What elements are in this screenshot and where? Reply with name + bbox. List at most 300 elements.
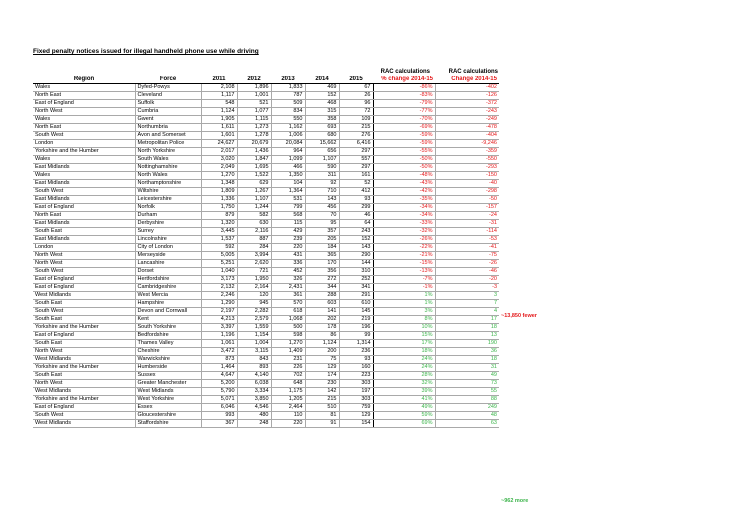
cell-2015: 64 xyxy=(339,220,373,228)
table-row xyxy=(33,84,499,92)
cell-2015: 93 xyxy=(339,196,373,204)
cell-2013: 220 xyxy=(271,420,305,428)
cell-2011: 1,464 xyxy=(201,364,237,372)
cell-change: 18 xyxy=(435,324,499,332)
cell-2012: 1,278 xyxy=(237,132,271,140)
cell-2012: 2,579 xyxy=(237,316,271,324)
cell-region: London xyxy=(33,140,135,148)
cell-change: -359 xyxy=(435,148,499,156)
cell-2014: 202 xyxy=(305,316,339,324)
cell-region: West Midlands xyxy=(33,388,135,396)
cell-change: -75 xyxy=(435,252,499,260)
cell-change: -126 xyxy=(435,92,499,100)
cell-force: Hampshire xyxy=(135,300,201,308)
cell-2013: 1,364 xyxy=(271,188,305,196)
cell-2013: 1,409 xyxy=(271,348,305,356)
table-row xyxy=(33,116,499,124)
cell-2013: 531 xyxy=(271,196,305,204)
cell-change: 36 xyxy=(435,348,499,356)
cell-2015: 310 xyxy=(339,268,373,276)
cell-region: West Midlands xyxy=(33,420,135,428)
cell-region: East of England xyxy=(33,276,135,284)
cell-force: Hertfordshire xyxy=(135,276,201,284)
cell-2013: 326 xyxy=(271,276,305,284)
cell-2011: 24,627 xyxy=(201,140,237,148)
cell-change: 17 xyxy=(435,316,499,324)
cell-2014: 142 xyxy=(305,388,339,396)
cell-2013: 361 xyxy=(271,292,305,300)
cell-2012: 945 xyxy=(237,300,271,308)
cell-region: Wales xyxy=(33,156,135,164)
cell-2013: 509 xyxy=(271,100,305,108)
cell-2011: 1,336 xyxy=(201,196,237,204)
table-row xyxy=(33,156,499,164)
table-row xyxy=(33,308,499,316)
cell-2014: 510 xyxy=(305,404,339,412)
table-row xyxy=(33,100,499,108)
table-row xyxy=(33,388,499,396)
cell-2011: 1,905 xyxy=(201,116,237,124)
col-header-change: Change 2014-15 xyxy=(435,76,499,84)
cell-region: Wales xyxy=(33,84,135,92)
cell-force: North Wales xyxy=(135,172,201,180)
table-row xyxy=(33,92,499,100)
cell-2011: 548 xyxy=(201,100,237,108)
cell-region: East of England xyxy=(33,404,135,412)
cell-2011: 2,132 xyxy=(201,284,237,292)
cell-2013: 702 xyxy=(271,372,305,380)
cell-force: West Yorkshire xyxy=(135,396,201,404)
cell-change: -293 xyxy=(435,164,499,172)
cell-change: -402 xyxy=(435,84,499,92)
cell-pct-change: -15% xyxy=(373,260,435,268)
cell-2011: 4,213 xyxy=(201,316,237,324)
col-header-2012: 2012 xyxy=(237,76,271,84)
cell-region: North East xyxy=(33,92,135,100)
cell-change: 73 xyxy=(435,380,499,388)
cell-2012: 630 xyxy=(237,220,271,228)
table-row xyxy=(33,164,499,172)
cell-2011: 2,049 xyxy=(201,164,237,172)
cell-change: -550 xyxy=(435,156,499,164)
table-row xyxy=(33,356,499,364)
table-row xyxy=(33,412,499,420)
cell-2013: 336 xyxy=(271,260,305,268)
cell-2014: 174 xyxy=(305,372,339,380)
cell-2012: 1,273 xyxy=(237,124,271,132)
cell-region: South West xyxy=(33,412,135,420)
cell-2011: 5,790 xyxy=(201,388,237,396)
cell-2015: 557 xyxy=(339,156,373,164)
cell-force: South Wales xyxy=(135,156,201,164)
cell-region: Wales xyxy=(33,116,135,124)
cell-pct-change: 49% xyxy=(373,404,435,412)
cell-2012: 284 xyxy=(237,244,271,252)
cell-force: Merseyside xyxy=(135,252,201,260)
cell-2012: 893 xyxy=(237,364,271,372)
table-row xyxy=(33,148,499,156)
table-row xyxy=(33,108,499,116)
cell-2013: 115 xyxy=(271,220,305,228)
cell-2012: 4,546 xyxy=(237,404,271,412)
cell-2014: 365 xyxy=(305,252,339,260)
cell-change: 48 xyxy=(435,412,499,420)
cell-2012: 1,522 xyxy=(237,172,271,180)
cell-force: Norfolk xyxy=(135,204,201,212)
table-row xyxy=(33,300,499,308)
cell-pct-change: -50% xyxy=(373,164,435,172)
cell-2013: 568 xyxy=(271,212,305,220)
cell-region: Wales xyxy=(33,172,135,180)
cell-pct-change: -77% xyxy=(373,108,435,116)
cell-2013: 20,084 xyxy=(271,140,305,148)
cell-2014: 184 xyxy=(305,244,339,252)
cell-force: North Yorkshire xyxy=(135,148,201,156)
penalty-notices-table xyxy=(33,76,499,428)
cell-force: City of London xyxy=(135,244,201,252)
cell-pct-change: -43% xyxy=(373,180,435,188)
cell-2014: 70 xyxy=(305,212,339,220)
cell-region: South East xyxy=(33,228,135,236)
cell-2011: 1,040 xyxy=(201,268,237,276)
cell-2015: 290 xyxy=(339,252,373,260)
cell-change: 249 xyxy=(435,404,499,412)
cell-change: -478 xyxy=(435,124,499,132)
cell-region: North West xyxy=(33,380,135,388)
cell-pct-change: -48% xyxy=(373,172,435,180)
cell-2013: 2,464 xyxy=(271,404,305,412)
cell-pct-change: -21% xyxy=(373,252,435,260)
cell-2015: 219 xyxy=(339,316,373,324)
cell-change: -298 xyxy=(435,188,499,196)
cell-2012: 843 xyxy=(237,356,271,364)
cell-2012: 1,896 xyxy=(237,84,271,92)
cell-2011: 5,005 xyxy=(201,252,237,260)
cell-force: Nottinghamshire xyxy=(135,164,201,172)
cell-change: 3 xyxy=(435,292,499,300)
cell-2013: 1,162 xyxy=(271,124,305,132)
cell-2014: 288 xyxy=(305,292,339,300)
cell-2014: 141 xyxy=(305,308,339,316)
cell-2015: 152 xyxy=(339,236,373,244)
cell-pct-change: 10% xyxy=(373,324,435,332)
cell-2011: 1,117 xyxy=(201,92,237,100)
cell-2011: 3,445 xyxy=(201,228,237,236)
cell-2012: 120 xyxy=(237,292,271,300)
cell-change: 13 xyxy=(435,332,499,340)
cell-2013: 834 xyxy=(271,108,305,116)
cell-2011: 1,196 xyxy=(201,332,237,340)
cell-change: 7 xyxy=(435,300,499,308)
table-row xyxy=(33,228,499,236)
cell-pct-change: 24% xyxy=(373,356,435,364)
table-row xyxy=(33,292,499,300)
cell-pct-change: 28% xyxy=(373,372,435,380)
cell-region: South West xyxy=(33,132,135,140)
cell-2013: 1,350 xyxy=(271,172,305,180)
cell-2015: 160 xyxy=(339,364,373,372)
cell-2011: 3,173 xyxy=(201,276,237,284)
cell-2015: 223 xyxy=(339,372,373,380)
table-row xyxy=(33,172,499,180)
table-row xyxy=(33,276,499,284)
cell-pct-change: -42% xyxy=(373,188,435,196)
cell-2012: 1,154 xyxy=(237,332,271,340)
cell-change: 55 xyxy=(435,388,499,396)
cell-2012: 521 xyxy=(237,100,271,108)
cell-2014: 272 xyxy=(305,276,339,284)
cell-2014: 92 xyxy=(305,180,339,188)
cell-2012: 1,077 xyxy=(237,108,271,116)
cell-2014: 656 xyxy=(305,148,339,156)
cell-change: 31 xyxy=(435,364,499,372)
cell-2012: 20,679 xyxy=(237,140,271,148)
cell-2013: 1,205 xyxy=(271,396,305,404)
table-row xyxy=(33,268,499,276)
cell-pct-change: 39% xyxy=(373,388,435,396)
cell-2014: 710 xyxy=(305,188,339,196)
table-row xyxy=(33,380,499,388)
table-row xyxy=(33,404,499,412)
cell-2015: 26 xyxy=(339,92,373,100)
cell-pct-change: -34% xyxy=(373,204,435,212)
cell-region: South East xyxy=(33,316,135,324)
page-title: Fixed penalty notices issued for illegal handheld phone use while driving xyxy=(33,48,259,55)
cell-pct-change: 24% xyxy=(373,364,435,372)
cell-force: Surrey xyxy=(135,228,201,236)
cell-2014: 152 xyxy=(305,92,339,100)
cell-2015: 276 xyxy=(339,132,373,140)
cell-2012: 1,115 xyxy=(237,116,271,124)
cell-2013: 598 xyxy=(271,332,305,340)
cell-2012: 480 xyxy=(237,412,271,420)
cell-pct-change: 41% xyxy=(373,396,435,404)
cell-2014: 693 xyxy=(305,124,339,132)
table-row xyxy=(33,252,499,260)
cell-force: West Midlands xyxy=(135,388,201,396)
cell-2011: 1,061 xyxy=(201,340,237,348)
cell-2011: 5,071 xyxy=(201,396,237,404)
cell-2011: 1,611 xyxy=(201,124,237,132)
cell-2012: 1,559 xyxy=(237,324,271,332)
cell-2014: 603 xyxy=(305,300,339,308)
table-row xyxy=(33,196,499,204)
cell-2014: 75 xyxy=(305,356,339,364)
cell-pct-change: 3% xyxy=(373,308,435,316)
cell-2013: 618 xyxy=(271,308,305,316)
cell-2011: 1,290 xyxy=(201,300,237,308)
cell-2015: 93 xyxy=(339,356,373,364)
cell-2012: 3,115 xyxy=(237,348,271,356)
cell-2011: 1,270 xyxy=(201,172,237,180)
cell-change: 4 xyxy=(435,308,499,316)
cell-2012: 1,004 xyxy=(237,340,271,348)
col-header-pct-change: % change 2014-15 xyxy=(373,76,435,84)
cell-2014: 590 xyxy=(305,164,339,172)
cell-pct-change: -59% xyxy=(373,132,435,140)
col-header-force: Force xyxy=(135,76,201,84)
cell-2013: 466 xyxy=(271,164,305,172)
table-row xyxy=(33,316,499,324)
cell-2012: 887 xyxy=(237,236,271,244)
cell-change: -41 xyxy=(435,244,499,252)
cell-force: South Yorkshire xyxy=(135,324,201,332)
cell-2015: 297 xyxy=(339,164,373,172)
cell-2012: 1,695 xyxy=(237,164,271,172)
cell-pct-change: 1% xyxy=(373,300,435,308)
cell-region: East of England xyxy=(33,204,135,212)
cell-2013: 220 xyxy=(271,244,305,252)
header-row xyxy=(33,76,499,84)
cell-2012: 4,140 xyxy=(237,372,271,380)
cell-2015: 297 xyxy=(339,148,373,156)
cell-pct-change: 59% xyxy=(373,412,435,420)
cell-2015: 109 xyxy=(339,116,373,124)
cell-pct-change: -83% xyxy=(373,92,435,100)
cell-2014: 357 xyxy=(305,228,339,236)
cell-2015: 1,314 xyxy=(339,340,373,348)
fewer-annotation: ~13,850 fewer xyxy=(501,313,537,319)
cell-region: Yorkshire and the Humber xyxy=(33,148,135,156)
cell-2011: 1,320 xyxy=(201,220,237,228)
cell-2013: 1,006 xyxy=(271,132,305,140)
cell-force: Durham xyxy=(135,212,201,220)
cell-2011: 1,348 xyxy=(201,180,237,188)
cell-2014: 344 xyxy=(305,284,339,292)
cell-change: -243 xyxy=(435,108,499,116)
cell-2011: 879 xyxy=(201,212,237,220)
cell-pct-change: 1% xyxy=(373,292,435,300)
cell-change: -46 xyxy=(435,268,499,276)
cell-2012: 721 xyxy=(237,268,271,276)
cell-2014: 86 xyxy=(305,332,339,340)
cell-force: Northumbria xyxy=(135,124,201,132)
col-header-2011: 2011 xyxy=(201,76,237,84)
cell-2015: 291 xyxy=(339,292,373,300)
cell-2011: 2,017 xyxy=(201,148,237,156)
cell-pct-change: -33% xyxy=(373,220,435,228)
cell-2015: 196 xyxy=(339,324,373,332)
cell-2014: 315 xyxy=(305,108,339,116)
cell-region: Yorkshire and the Humber xyxy=(33,324,135,332)
cell-pct-change: -70% xyxy=(373,116,435,124)
cell-2013: 104 xyxy=(271,180,305,188)
cell-change: 88 xyxy=(435,396,499,404)
cell-force: Sussex xyxy=(135,372,201,380)
cell-pct-change: -22% xyxy=(373,244,435,252)
cell-region: Yorkshire and the Humber xyxy=(33,364,135,372)
cell-force: Gwent xyxy=(135,116,201,124)
cell-2015: 52 xyxy=(339,180,373,188)
cell-2015: 129 xyxy=(339,412,373,420)
cell-2012: 1,107 xyxy=(237,196,271,204)
cell-pct-change: -35% xyxy=(373,196,435,204)
cell-2013: 1,175 xyxy=(271,388,305,396)
cell-pct-change: -26% xyxy=(373,236,435,244)
cell-force: Staffordshire xyxy=(135,420,201,428)
table-row xyxy=(33,396,499,404)
cell-force: Wiltshire xyxy=(135,188,201,196)
cell-2015: 46 xyxy=(339,212,373,220)
cell-2014: 1,107 xyxy=(305,156,339,164)
table-row xyxy=(33,244,499,252)
cell-2013: 231 xyxy=(271,356,305,364)
cell-2015: 252 xyxy=(339,276,373,284)
cell-2015: 145 xyxy=(339,308,373,316)
cell-region: East of England xyxy=(33,284,135,292)
table-row xyxy=(33,340,499,348)
cell-2015: 303 xyxy=(339,380,373,388)
cell-region: South East xyxy=(33,340,135,348)
cell-change: -114 xyxy=(435,228,499,236)
table-row xyxy=(33,364,499,372)
cell-2015: 154 xyxy=(339,420,373,428)
cell-change: -31 xyxy=(435,220,499,228)
cell-force: Leicestershire xyxy=(135,196,201,204)
cell-2012: 2,282 xyxy=(237,308,271,316)
cell-2014: 129 xyxy=(305,364,339,372)
cell-2012: 3,850 xyxy=(237,396,271,404)
cell-2012: 248 xyxy=(237,420,271,428)
cell-change: -26 xyxy=(435,260,499,268)
cell-2015: 412 xyxy=(339,188,373,196)
cell-region: East Midlands xyxy=(33,180,135,188)
cell-2014: 468 xyxy=(305,100,339,108)
cell-region: East Midlands xyxy=(33,220,135,228)
table-row xyxy=(33,140,499,148)
cell-2013: 239 xyxy=(271,236,305,244)
cell-change: -9,246 xyxy=(435,140,499,148)
cell-pct-change: -1% xyxy=(373,284,435,292)
col-header-region: Region xyxy=(33,76,135,84)
cell-pct-change: -79% xyxy=(373,100,435,108)
table-row xyxy=(33,124,499,132)
cell-2011: 2,197 xyxy=(201,308,237,316)
cell-2014: 91 xyxy=(305,420,339,428)
cell-2015: 72 xyxy=(339,108,373,116)
cell-2013: 570 xyxy=(271,300,305,308)
cell-force: Metropolitan Police xyxy=(135,140,201,148)
cell-2012: 1,001 xyxy=(237,92,271,100)
cell-force: Greater Manchester xyxy=(135,380,201,388)
cell-change: -50 xyxy=(435,196,499,204)
cell-force: Northamptonshire xyxy=(135,180,201,188)
cell-region: Yorkshire and the Humber xyxy=(33,396,135,404)
cell-2013: 648 xyxy=(271,380,305,388)
table-row xyxy=(33,348,499,356)
cell-2013: 1,833 xyxy=(271,84,305,92)
cell-2012: 3,334 xyxy=(237,388,271,396)
cell-2012: 3,994 xyxy=(237,252,271,260)
cell-2011: 367 xyxy=(201,420,237,428)
cell-region: North West xyxy=(33,260,135,268)
cell-2011: 3,472 xyxy=(201,348,237,356)
cell-change: -40 xyxy=(435,180,499,188)
cell-2012: 1,244 xyxy=(237,204,271,212)
cell-force: Dorset xyxy=(135,268,201,276)
cell-2012: 6,038 xyxy=(237,380,271,388)
cell-force: Suffolk xyxy=(135,100,201,108)
table-row xyxy=(33,212,499,220)
table-row xyxy=(33,132,499,140)
cell-2011: 3,397 xyxy=(201,324,237,332)
cell-2013: 550 xyxy=(271,116,305,124)
cell-2014: 200 xyxy=(305,348,339,356)
cell-change: -372 xyxy=(435,100,499,108)
cell-2015: 197 xyxy=(339,388,373,396)
cell-2013: 1,270 xyxy=(271,340,305,348)
cell-2013: 226 xyxy=(271,364,305,372)
